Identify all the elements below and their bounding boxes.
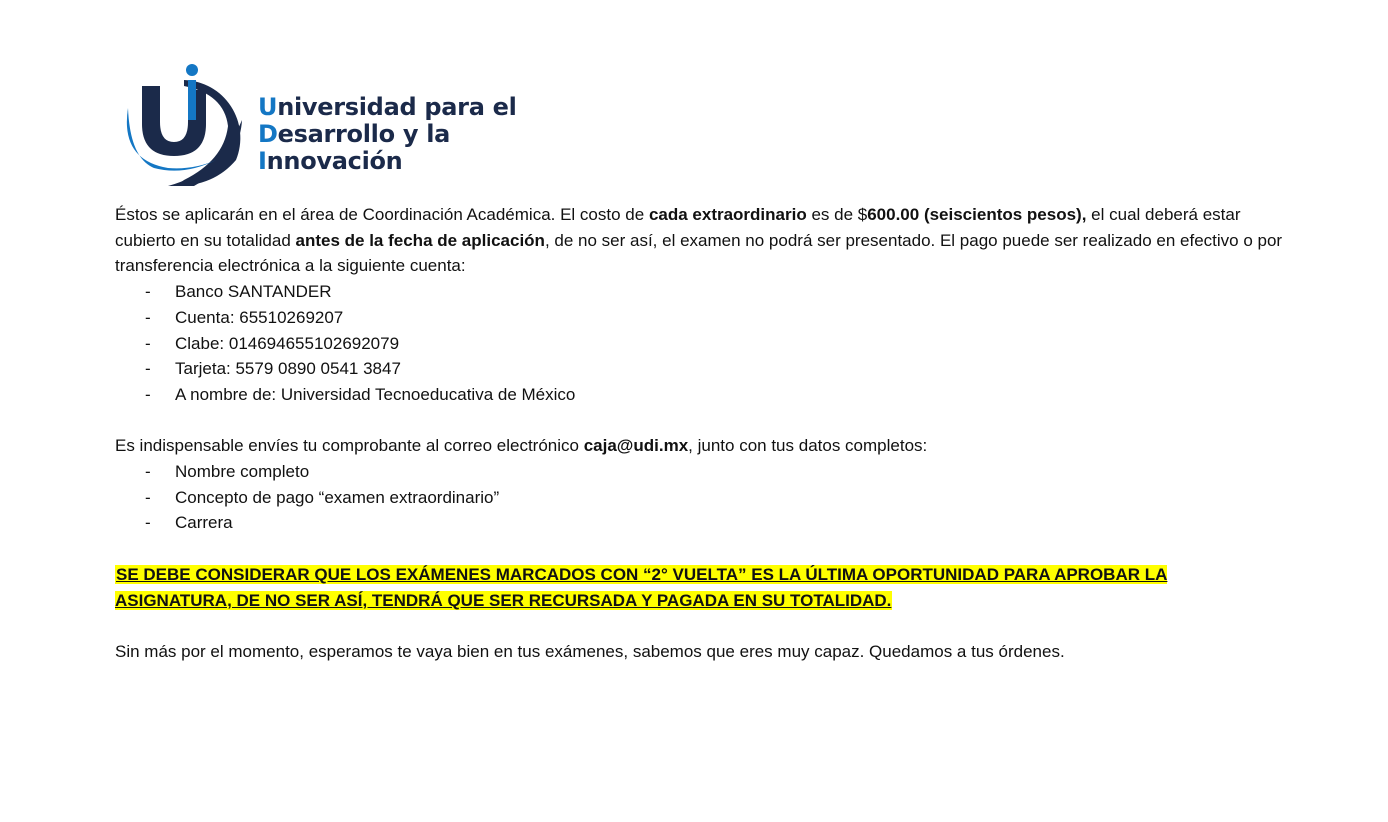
- list-item: - Nombre completo: [145, 462, 310, 482]
- logo-cap-i: I: [258, 147, 267, 175]
- spacer: [115, 536, 1285, 562]
- spacer: [115, 613, 1285, 639]
- closing-paragraph: Sin más por el momento, esperamos te vaya bien en tus exámenes, sabemos que eres muy capaz. Quedamos a tus órdenes.: [115, 641, 1065, 661]
- logo-line1: niversidad para el: [277, 93, 517, 121]
- receipt-paragraph: Es indispensable envíes tu comprobante al correo electrónico caja@udi.mx, junto con tus datos completos:: [115, 436, 928, 456]
- list-item: - Tarjeta: 5579 0890 0541 3847: [145, 359, 401, 379]
- email-address: caja@udi.mx: [583, 436, 689, 456]
- list-item: - Cuenta: 65510269207: [145, 307, 344, 327]
- udi-logo: [124, 60, 544, 192]
- spacer: [115, 408, 1285, 434]
- document-body: [115, 202, 1285, 665]
- udi-logo-mark-icon: [124, 60, 254, 192]
- logo-line2: esarrollo y la: [277, 120, 451, 148]
- list-item: - Banco SANTANDER: [145, 282, 332, 302]
- list-item: - Carrera: [145, 513, 233, 533]
- bank-details-list: [115, 279, 1285, 408]
- required-data-list: [115, 459, 1285, 536]
- bold-cada-extraordinario: cada extraordinario: [648, 205, 807, 224]
- list-item: - A nombre de: Universidad Tecnoeducativa de México: [145, 384, 576, 404]
- highlighted-warning: SE DEBE CONSIDERAR QUE LOS EXÁMENES MARCADOS CON “2° VUELTA” ES LA ÚLTIMA OPORTUNIDAD PARA APROBAR LA ASIGNATURA, DE NO SER ASÍ, TENDRÁ QUE SER RECURSADA Y PAGADA EN SU TOTALIDAD.: [115, 564, 1168, 610]
- logo-line3: nnovación: [266, 147, 403, 175]
- payment-paragraph: Éstos se aplicarán en el área de Coordinación Académica. El costo de cada extraordinario es de $600.00 (seiscientos pesos), el cual deberá estar cubierto en su totalidad antes de la fecha de aplicación, de no ser así, el examen no podrá ser presentado. El pago puede ser realizado en efectivo o por transferencia electrónica a la siguiente cuenta:: [115, 205, 1283, 276]
- bold-deadline: antes de la fecha de aplicación: [295, 230, 545, 250]
- logo-cap-d: D: [258, 120, 278, 148]
- warning-paragraph: [115, 562, 1285, 613]
- logo-wordmark: [258, 94, 517, 175]
- logo-cap-u: U: [258, 93, 278, 121]
- list-item: - Concepto de pago “examen extraordinario”: [145, 487, 500, 507]
- bold-cost: 600.00 (seiscientos pesos),: [867, 205, 1087, 224]
- list-item: - Clabe: 014694655102692079: [145, 333, 400, 353]
